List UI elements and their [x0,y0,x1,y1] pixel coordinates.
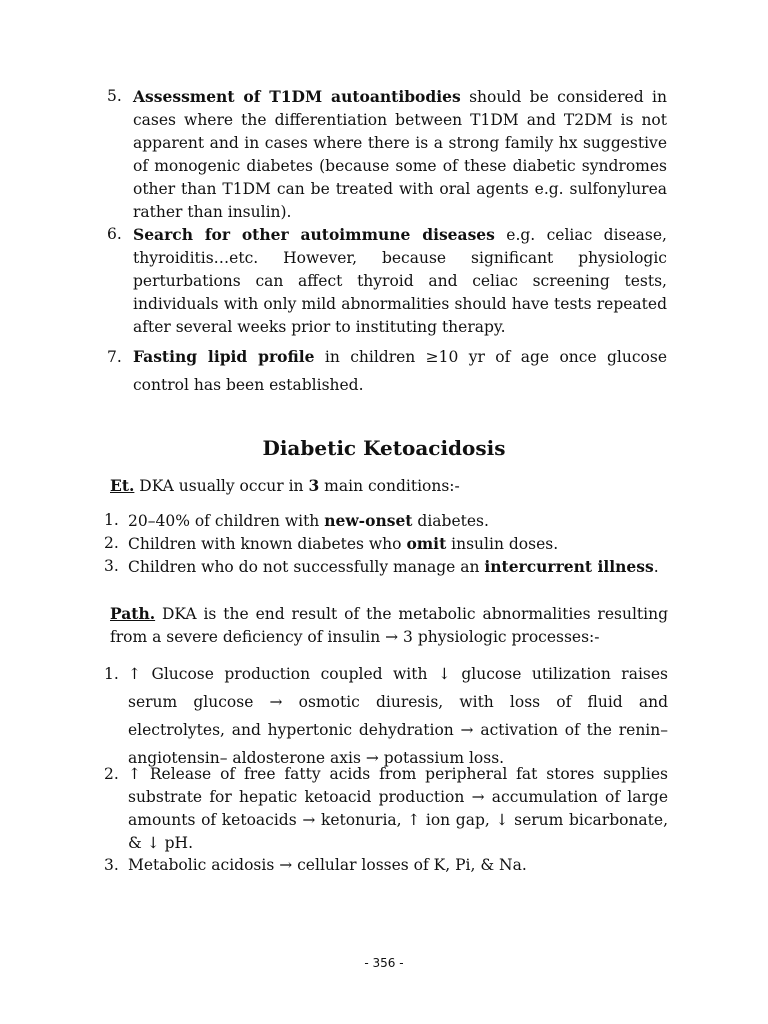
etiology-pre: DKA usually occur in [134,477,309,495]
list-item-number: 2. [104,765,119,783]
pathogenesis-text: DKA is the end result of the metabolic abnormalities resulting from a severe deficiency of insulin → 3 physiologic processes:- [110,605,668,646]
list-item-number: 6. [107,225,122,243]
list-item-text: . [653,558,659,576]
list-item-text: Metabolic acidosis → cellular losses of K, Pi, & Na. [128,856,527,874]
list-item-text: ↑ Glucose production coupled with ↓ glucose utilization raises serum glucose → osmotic diuresis, with loss of fluid and electrolytes, and hypertonic dehydration → activation of the renin– angiotensin– aldosterone axis → potassium loss. [128,665,668,767]
list-item [104,509,668,533]
list-item-text: in children ≥10 yr of age once glucose control has been established. [133,348,668,394]
list-item [107,343,668,399]
list-item-number: 7. [107,348,122,366]
page-number: - 356 - [364,956,404,970]
list-item [104,555,668,579]
section-title: Diabetic Ketoacidosis [262,436,506,460]
list-item-bold: intercurrent illness [484,557,654,576]
list-item [104,660,668,772]
list-item-number: 3. [104,557,119,575]
list-item-bold: new-onset [324,511,413,530]
list-item [104,763,668,855]
list-item-bold: Search for other autoimmune diseases [133,225,495,244]
pathogenesis-intro [110,602,668,649]
list-item-bold: Assessment of T1DM autoantibodies [133,87,461,106]
list-item-text: Children who do not successfully manage an [128,558,485,576]
list-item [107,85,667,224]
list-item [104,532,668,556]
etiology-post: main conditions:- [319,477,460,495]
list-item-number: 1. [104,665,119,683]
list-item-bold: omit [406,534,447,553]
pathogenesis-label: Path. [110,604,156,623]
etiology-label: Et. [110,476,135,495]
list-item-text: Children with known diabetes who [128,535,407,553]
list-item-text: ↑ Release of free fatty acids from peripheral fat stores supplies substrate for hepatic ketoacid production → accumulation of large amounts of ketoacids → ketonuria, ↑ ion gap, ↓ serum bicarbonate, & ↓ pH. [128,765,668,852]
list-item-text: should be considered in cases where the differentiation between T1DM and T2DM is not apparent and in cases where there is a strong family hx suggestive of monogenic diabetes (because some of these diabetic syndromes other than T1DM can be treated with oral agents e.g. sulfonylurea rather than insulin). [133,88,667,221]
list-item-number: 3. [104,856,119,874]
list-item-number: 1. [104,511,119,529]
etiology-intro [110,474,668,498]
list-item-number: 2. [104,534,119,552]
list-item-text: diabetes. [412,512,489,530]
list-item-text: 20–40% of children with [128,512,325,530]
list-item-bold: Fasting lipid profile [133,347,315,366]
list-item-number: 5. [107,87,122,105]
list-item-text: insulin doses. [446,535,559,553]
list-item-text: e.g. celiac disease, thyroiditis…etc. However, because significant physiologic perturbations can affect thyroid and celiac screening tests, individuals with only mild abnormalities should have tests repeated after several weeks prior to instituting therapy. [133,226,667,336]
etiology-count: 3 [308,476,320,495]
list-item [104,854,668,877]
list-item [107,223,667,339]
